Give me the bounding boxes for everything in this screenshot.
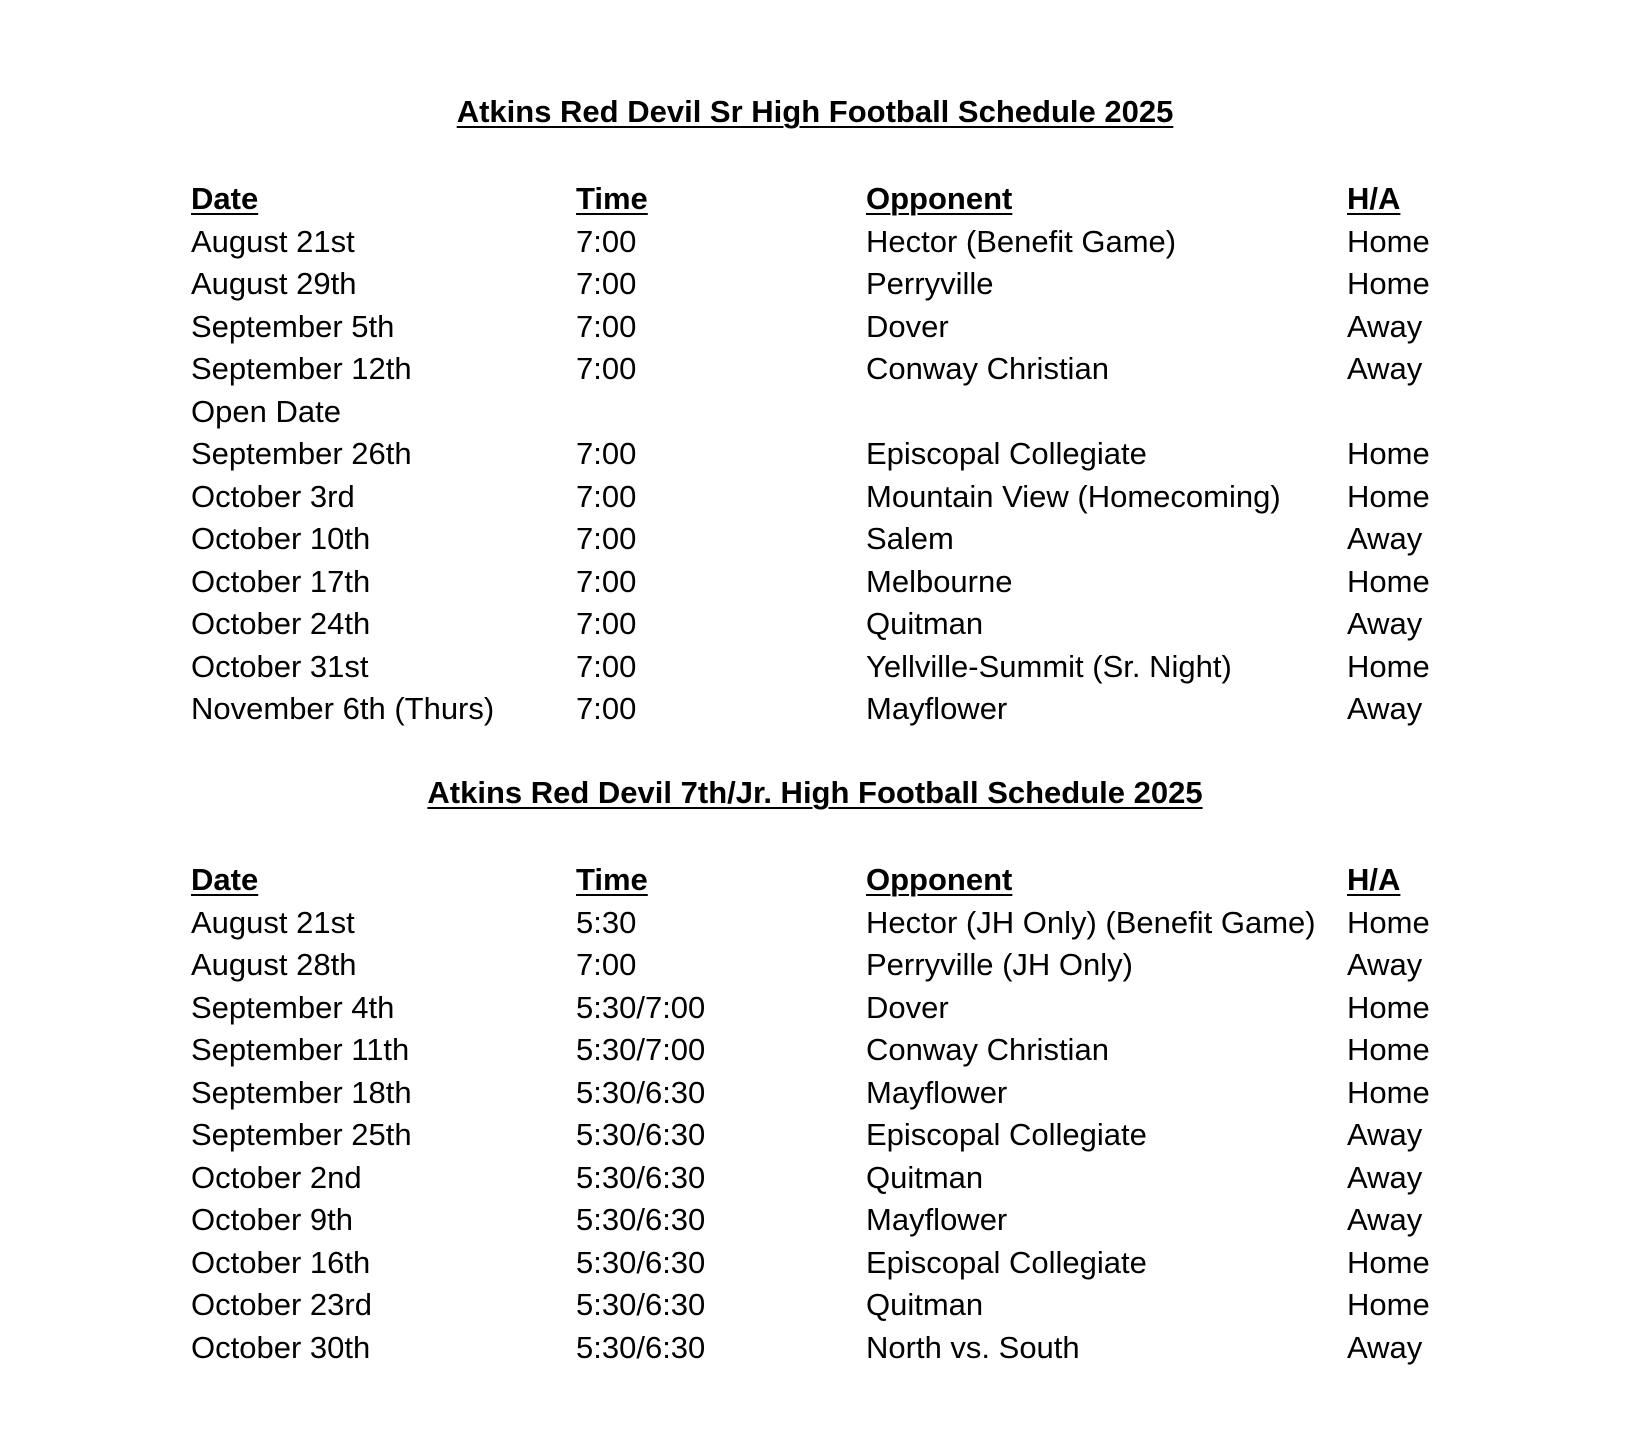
game-opponent: Yellville-Summit (Sr. Night) <box>866 648 1232 684</box>
game-row <box>191 350 1491 393</box>
time-column-header: Time <box>576 181 648 216</box>
game-home-away: Home <box>1347 223 1430 259</box>
game-date: Open Date <box>191 393 341 429</box>
senior-schedule-title: Atkins Red Devil Sr High Football Schedule 2025 <box>456 94 1174 129</box>
game-time: 5:30/6:30 <box>576 1287 706 1322</box>
game-row <box>191 946 1491 989</box>
game-date: October 24th <box>191 606 371 641</box>
game-date: August 28th <box>191 947 357 982</box>
game-date: September 18th <box>191 1074 412 1110</box>
opponent-column-header: Opponent <box>866 181 1013 216</box>
game-row <box>191 223 1491 266</box>
game-date: September 5th <box>191 308 395 344</box>
game-row <box>191 989 1491 1032</box>
game-row <box>191 648 1491 691</box>
game-row <box>191 1329 1491 1372</box>
game-opponent: Mountain View (Homecoming) <box>866 478 1281 514</box>
game-date: October 31st <box>191 648 369 684</box>
game-row <box>191 1286 1491 1329</box>
game-opponent: Perryville <box>866 266 994 301</box>
game-row <box>191 605 1491 648</box>
game-home-away: Home <box>1347 648 1430 684</box>
game-home-away: Away <box>1347 691 1423 726</box>
game-date: October 30th <box>191 1329 371 1365</box>
game-home-away: Away <box>1347 1159 1423 1195</box>
game-time: 7:00 <box>576 436 637 471</box>
game-time: 7:00 <box>576 223 637 259</box>
game-time: 5:30/6:30 <box>576 1159 706 1195</box>
game-time: 5:30/6:30 <box>576 1329 706 1365</box>
game-home-away: Away <box>1347 1117 1423 1152</box>
game-date: October 17th <box>191 563 371 599</box>
game-time: 7:00 <box>576 563 637 599</box>
game-home-away: Home <box>1347 1074 1430 1110</box>
game-date: October 23rd <box>191 1287 372 1322</box>
game-home-away: Home <box>1347 904 1430 940</box>
game-row <box>191 1074 1491 1117</box>
game-time: 5:30/6:30 <box>576 1244 706 1280</box>
game-opponent: North vs. South <box>866 1329 1080 1365</box>
game-opponent: Melbourne <box>866 563 1013 599</box>
junior-header-row <box>191 861 1491 904</box>
game-date: September 11th <box>191 1032 410 1067</box>
game-time: 5:30/6:30 <box>576 1074 706 1110</box>
game-home-away: Away <box>1347 351 1423 386</box>
game-time: 5:30 <box>576 904 637 940</box>
game-home-away: Home <box>1347 989 1430 1025</box>
game-opponent: Conway Christian <box>866 1032 1109 1067</box>
game-opponent: Quitman <box>866 1287 984 1322</box>
game-home-away: Home <box>1347 1032 1430 1067</box>
game-home-away: Home <box>1347 436 1430 471</box>
game-opponent: Quitman <box>866 1159 984 1195</box>
game-home-away: Away <box>1347 606 1423 641</box>
game-date: October 10th <box>191 521 371 556</box>
game-date: September 12th <box>191 351 412 386</box>
game-time: 7:00 <box>576 478 637 514</box>
game-time: 7:00 <box>576 308 637 344</box>
date-column-header: Date <box>191 862 259 897</box>
game-row <box>191 563 1491 606</box>
game-home-away: Home <box>1347 266 1430 301</box>
date-column-header: Date <box>191 181 259 216</box>
game-time: 5:30/6:30 <box>576 1202 706 1237</box>
opponent-column-header: Opponent <box>866 862 1013 897</box>
game-row <box>191 435 1491 478</box>
game-opponent: Dover <box>866 308 949 344</box>
game-opponent: Hector (Benefit Game) <box>866 223 1177 259</box>
senior-header-row <box>191 180 1491 223</box>
game-home-away: Home <box>1347 563 1430 599</box>
game-home-away: Away <box>1347 947 1423 982</box>
game-home-away: Home <box>1347 478 1430 514</box>
game-home-away: Home <box>1347 1244 1430 1280</box>
game-date: November 6th (Thurs) <box>191 691 495 726</box>
game-date: August 21st <box>191 904 355 940</box>
time-column-header: Time <box>576 862 648 897</box>
game-time: 5:30/7:00 <box>576 989 706 1025</box>
game-opponent: Perryville (JH Only) <box>866 947 1133 982</box>
game-row <box>191 1201 1491 1244</box>
game-opponent: Mayflower <box>866 691 1008 726</box>
senior-schedule-table <box>191 180 1491 733</box>
game-opponent: Mayflower <box>866 1202 1008 1237</box>
game-time: 7:00 <box>576 266 637 301</box>
game-date: October 16th <box>191 1244 371 1280</box>
game-row <box>191 520 1491 563</box>
game-opponent: Quitman <box>866 606 984 641</box>
game-time: 5:30/6:30 <box>576 1117 706 1152</box>
game-opponent: Hector (JH Only) (Benefit Game) <box>866 904 1316 940</box>
game-home-away: Away <box>1347 1202 1423 1237</box>
game-row <box>191 1116 1491 1159</box>
game-home-away: Away <box>1347 308 1423 344</box>
game-time: 7:00 <box>576 691 637 726</box>
game-time: 7:00 <box>576 947 637 982</box>
junior-schedule-table <box>191 861 1491 1371</box>
game-row <box>191 1244 1491 1287</box>
home-away-column-header: H/A <box>1347 181 1401 216</box>
game-date: August 21st <box>191 223 355 259</box>
game-date: September 25th <box>191 1117 412 1152</box>
game-opponent: Dover <box>866 989 949 1025</box>
game-row <box>191 1159 1491 1202</box>
game-home-away: Away <box>1347 1329 1423 1365</box>
game-row <box>191 904 1491 947</box>
game-date: August 29th <box>191 266 357 301</box>
game-opponent: Episcopal Collegiate <box>866 1244 1147 1280</box>
game-opponent: Salem <box>866 521 954 556</box>
game-opponent: Mayflower <box>866 1074 1008 1110</box>
game-date: October 9th <box>191 1202 353 1237</box>
game-time: 7:00 <box>576 648 637 684</box>
game-date: September 4th <box>191 989 395 1025</box>
game-row <box>191 478 1491 521</box>
game-row <box>191 690 1491 733</box>
game-row <box>191 1031 1491 1074</box>
game-home-away: Away <box>1347 521 1423 556</box>
junior-schedule-title: Atkins Red Devil 7th/Jr. High Football Schedule 2025 <box>427 775 1203 810</box>
game-time: 7:00 <box>576 606 637 641</box>
game-date: October 3rd <box>191 478 355 514</box>
game-row <box>191 393 1491 436</box>
game-row <box>191 265 1491 308</box>
game-home-away: Home <box>1347 1287 1430 1322</box>
game-time: 7:00 <box>576 351 637 386</box>
game-opponent: Episcopal Collegiate <box>866 436 1147 471</box>
game-date: October 2nd <box>191 1159 362 1195</box>
game-row <box>191 308 1491 351</box>
game-time: 5:30/7:00 <box>576 1032 706 1067</box>
game-date: September 26th <box>191 436 412 471</box>
game-time: 7:00 <box>576 521 637 556</box>
game-opponent: Conway Christian <box>866 351 1109 386</box>
game-opponent: Episcopal Collegiate <box>866 1117 1147 1152</box>
home-away-column-header: H/A <box>1347 862 1401 897</box>
